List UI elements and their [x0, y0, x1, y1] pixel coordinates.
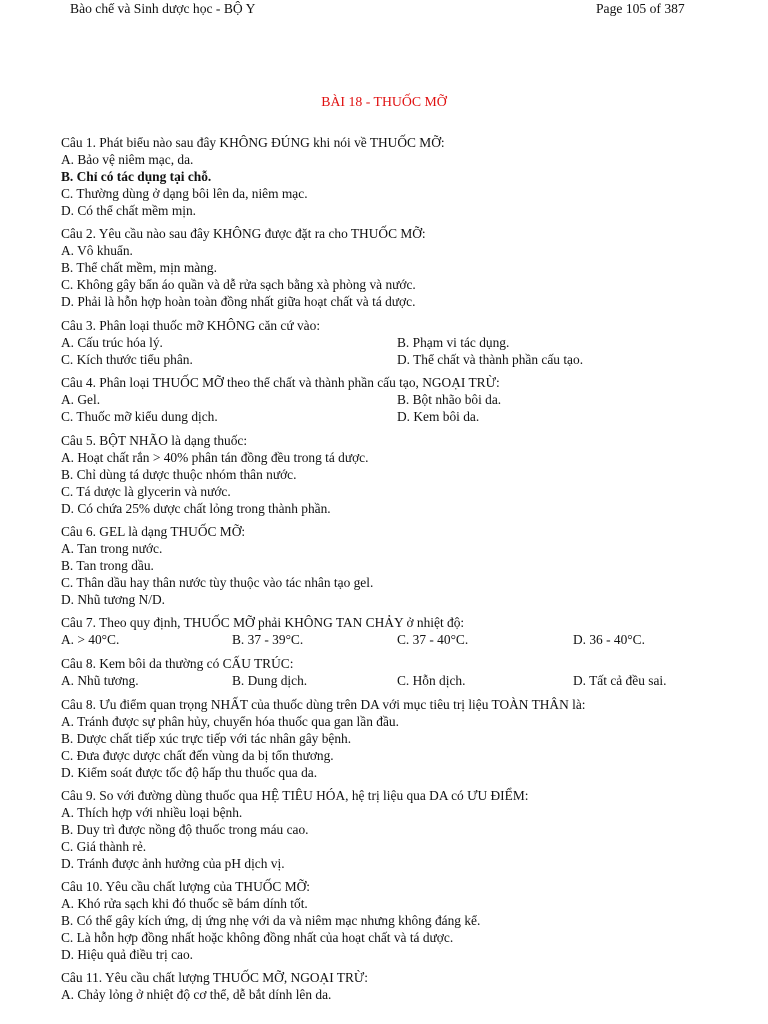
- answer-option: A. Cấu trúc hóa lý.: [61, 334, 163, 350]
- answer-option: D. Nhũ tương N/D.: [61, 591, 165, 607]
- question-text: Câu 2. Yêu cầu nào sau đây KHÔNG được đặt ra cho THUỐC MỠ:: [61, 226, 426, 241]
- answer-option: A. Hoạt chất rắn > 40% phân tán đồng đều trong tá dược.: [61, 449, 369, 465]
- answer-option: A. Nhũ tương.: [61, 672, 139, 688]
- answer-option: D. Thể chất và thành phần cấu tạo.: [397, 351, 584, 367]
- answer-option: C. 37 - 40°C.: [397, 631, 469, 647]
- question-text: Câu 4. Phân loại THUỐC MỠ theo thể chất và thành phần cấu tạo, NGOẠI TRỪ:: [61, 375, 500, 390]
- question-2: [61, 226, 741, 310]
- answer-option: C. Thường dùng ở dạng bôi lên da, niêm mạc.: [61, 185, 308, 201]
- answer-option: D. 36 - 40°C.: [573, 631, 645, 647]
- answer-option: A. Gel.: [61, 391, 101, 407]
- answer-option: C. Thuốc mỡ kiểu dung dịch.: [61, 408, 218, 424]
- answer-option: D. Hiệu quả điều trị cao.: [61, 946, 194, 962]
- answer-option: B. Bột nhão bôi da.: [397, 391, 502, 407]
- answer-option: A. Tan trong nước.: [61, 540, 163, 556]
- question-text: Câu 11. Yêu cầu chất lượng THUỐC MỠ, NGOẠI TRỪ:: [61, 970, 369, 985]
- question-8: [61, 656, 741, 690]
- answer-option: B. Chỉ dùng tá dược thuộc nhóm thân nước.: [61, 466, 297, 482]
- question-text: Câu 8. Ưu điểm quan trọng NHẤT của thuốc dùng trên DA với mục tiêu trị liệu TOÀN THÂN là:: [61, 697, 586, 712]
- answer-option: D. Có thể chất mềm mịn.: [61, 202, 196, 218]
- answer-option: D. Tránh được ảnh hưởng của pH dịch vị.: [61, 855, 285, 871]
- answer-option: B. Dược chất tiếp xúc trực tiếp với tác nhân gây bệnh.: [61, 730, 352, 746]
- answer-option: B. Thể chất mềm, mịn màng.: [61, 259, 217, 275]
- question-text: Câu 5. BỘT NHÃO là dạng thuốc:: [61, 433, 248, 448]
- answer-option: C. Kích thước tiểu phân.: [61, 351, 193, 367]
- answer-option: A. Tránh được sự phân hủy, chuyển hóa thuốc qua gan lần đầu.: [61, 713, 399, 729]
- answer-option: A. Vô khuẩn.: [61, 242, 133, 258]
- answer-option: A. > 40°C.: [61, 631, 120, 647]
- question-text: Câu 8. Kem bôi da thường có CẤU TRÚC:: [61, 656, 294, 671]
- answer-option: A. Thích hợp với nhiều loại bệnh.: [61, 804, 243, 820]
- answer-option: D. Phải là hỗn hợp hoàn toàn đồng nhất giữa hoạt chất và tá dược.: [61, 293, 416, 309]
- answer-option: D. Kem bôi da.: [397, 408, 480, 424]
- question-text: Câu 6. GEL là dạng THUỐC MỠ:: [61, 524, 246, 539]
- answer-option: C. Thân dầu hay thân nước tùy thuộc vào tác nhân tạo gel.: [61, 574, 374, 590]
- question-text: Câu 10. Yêu cầu chất lượng của THUỐC MỠ:: [61, 879, 310, 894]
- question-10: [61, 879, 741, 963]
- answer-option: A. Khó rửa sạch khi đó thuốc sẽ bám dính tốt.: [61, 895, 308, 911]
- answer-option: C. Hỗn dịch.: [397, 672, 466, 688]
- question-11: [61, 970, 741, 1004]
- answer-option: C. Đưa được dược chất đến vùng da bị tổn thương.: [61, 747, 334, 763]
- page-header-title: Bào chế và Sinh dược học - BỘ Y: [70, 1, 256, 16]
- answer-option: C. Giá thành rẻ.: [61, 838, 147, 854]
- answer-option: A. Chảy lỏng ở nhiệt độ cơ thể, dễ bắt dính lên da.: [61, 986, 332, 1002]
- answer-option: B. Duy trì được nồng độ thuốc trong máu cao.: [61, 821, 309, 837]
- answer-option: B. 37 - 39°C.: [232, 631, 304, 647]
- lesson-title: BÀI 18 - THUỐC MỠ: [321, 94, 447, 109]
- question-7: [61, 615, 741, 649]
- answer-option: C. Là hỗn hợp đồng nhất hoặc không đồng nhất của hoạt chất và tá dược.: [61, 929, 454, 945]
- question-text: Câu 1. Phát biểu nào sau đây KHÔNG ĐÚNG khi nói về THUỐC MỠ:: [61, 135, 445, 150]
- answer-option: D. Kiểm soát được tốc độ hấp thu thuốc qua da.: [61, 764, 318, 780]
- answer-option: B. Phạm vi tác dụng.: [397, 334, 510, 350]
- answer-option: D. Có chứa 25% dược chất lỏng trong thành phần.: [61, 500, 331, 516]
- question-text: Câu 9. So với đường dùng thuốc qua HỆ TIÊU HÓA, hệ trị liệu qua DA có ƯU ĐIỂM:: [61, 788, 529, 803]
- question-3: [61, 318, 741, 369]
- question-5: [61, 433, 741, 517]
- answer-option: B. Có thể gây kích ứng, dị ứng nhẹ với da và niêm mạc nhưng không đáng kể.: [61, 912, 481, 928]
- question-text: Câu 3. Phân loại thuốc mỡ KHÔNG căn cứ vào:: [61, 318, 321, 333]
- answer-option: D. Tất cả đều sai.: [573, 672, 667, 688]
- question-6: [61, 524, 741, 608]
- question-1: [61, 135, 741, 219]
- answer-option-highlighted: B. Chỉ có tác dụng tại chỗ.: [61, 168, 212, 184]
- answer-option: A. Bảo vệ niêm mạc, da.: [61, 151, 194, 167]
- answer-option: C. Tá dược là glycerin và nước.: [61, 483, 231, 499]
- answer-option: C. Không gây bẩn áo quần và dễ rửa sạch bằng xà phòng và nước.: [61, 276, 416, 292]
- page-number: Page 105 of 387: [596, 1, 685, 16]
- question-4: [61, 375, 741, 426]
- question-8b: [61, 697, 741, 781]
- answer-option: B. Tan trong dầu.: [61, 557, 154, 573]
- question-text: Câu 7. Theo quy định, THUỐC MỠ phải KHÔNG TAN CHẢY ở nhiệt độ:: [61, 615, 465, 630]
- question-9: [61, 788, 741, 872]
- answer-option: B. Dung dịch.: [232, 672, 308, 688]
